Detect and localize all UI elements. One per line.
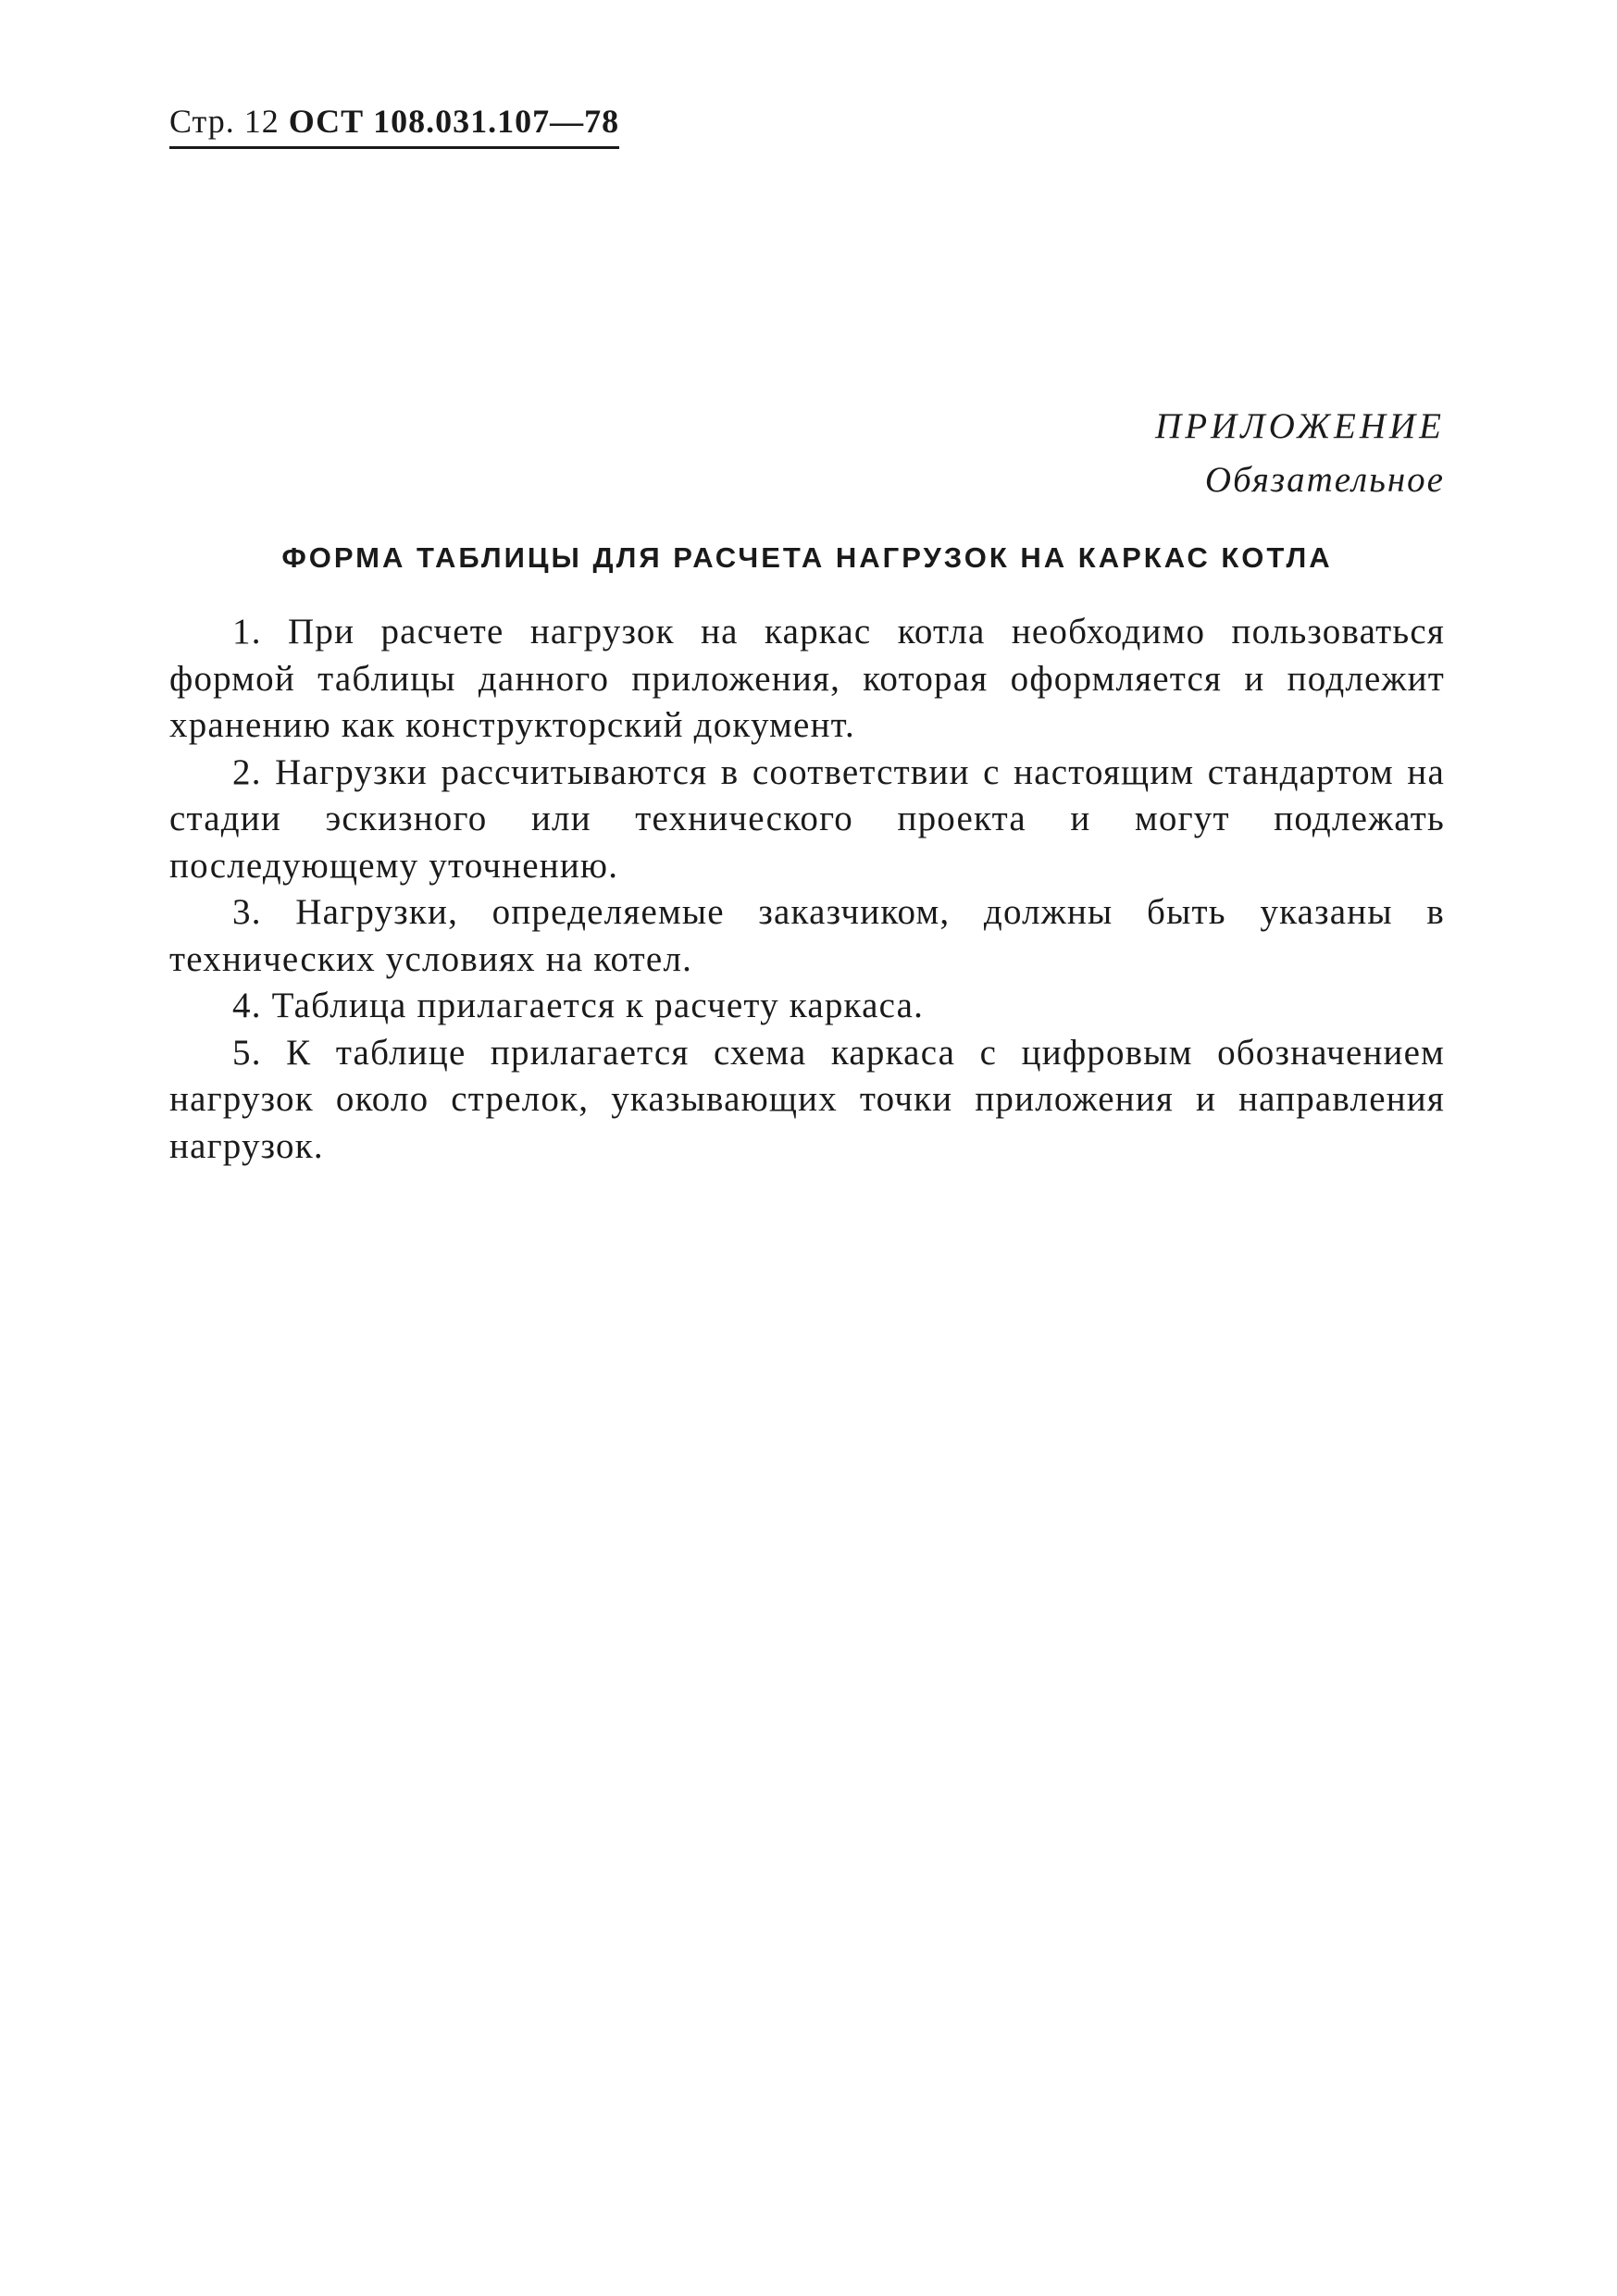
document-body bbox=[169, 609, 1445, 1170]
document-code: ОСТ 108.031.107—78 bbox=[288, 103, 620, 140]
page-header bbox=[169, 102, 619, 149]
form-title: ФОРМА ТАБЛИЦЫ ДЛЯ РАСЧЕТА НАГРУЗОК НА КАРКАС КОТЛА bbox=[281, 541, 1333, 574]
paragraph-5: 5. К таблице прилагается схема каркаса с цифровым обозначением нагрузок около стрелок, указывающих точки приложения и направления нагрузок. bbox=[169, 1032, 1445, 1166]
appendix-status: Обязательное bbox=[1204, 460, 1445, 500]
paragraph-2: 2. Нагрузки рассчитываются в соответствии с настоящим стандартом на стадии эскизного или технического проекта и могут подлежать последующему уточнению. bbox=[169, 751, 1445, 886]
page-number: Стр. 12 bbox=[169, 103, 280, 140]
appendix-title: ПРИЛОЖЕНИЕ bbox=[1155, 406, 1445, 446]
paragraph-4: 4. Таблица прилагается к расчету каркаса. bbox=[232, 986, 925, 1025]
appendix-label bbox=[1155, 400, 1445, 507]
paragraph-1: 1. При расчете нагрузок на каркас котла необходимо пользоваться формой таблицы данного приложения, которая оформляется и подлежит хранению как конструкторский документ. bbox=[169, 612, 1445, 745]
paragraph-3: 3. Нагрузки, определяемые заказчиком, должны быть указаны в технических условиях на котел. bbox=[169, 892, 1445, 979]
